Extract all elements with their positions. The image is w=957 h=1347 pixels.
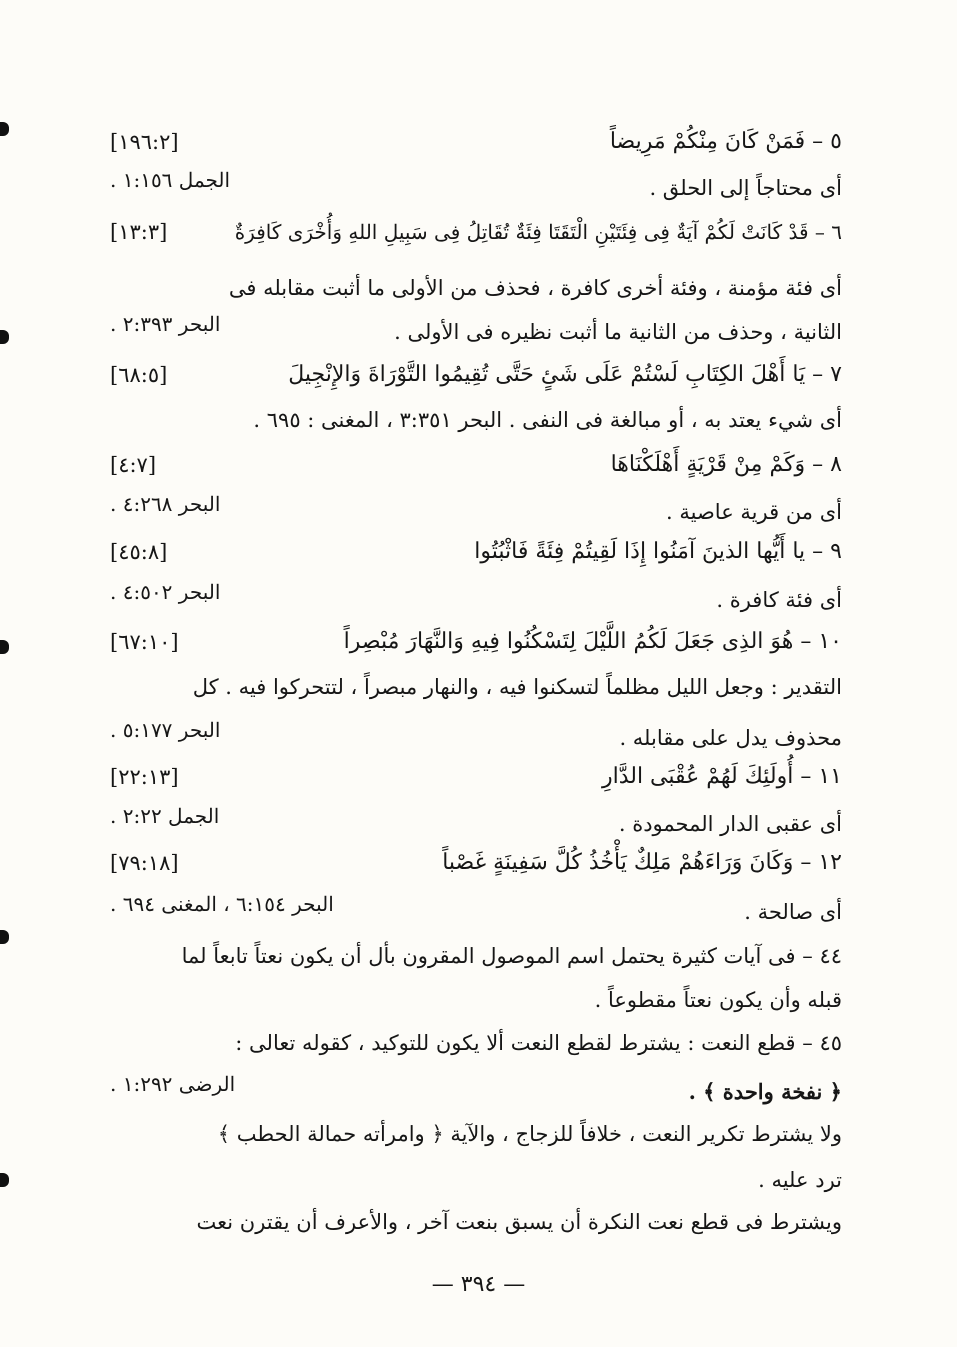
verse-text: ٩ – يا أَيُّها الذينَ آمَنُوا إِذَا لَقِيتُمْ فِئَةً فَاثْبُتُوا — [474, 539, 842, 564]
source-citation: البحر ٤:٢٦٨ . — [110, 492, 221, 516]
binding-mark — [0, 930, 9, 944]
verse-reference: [١٣:٣] — [110, 220, 168, 244]
verse-reference: [٧٩:١٨] — [110, 851, 179, 875]
commentary-text: الثانية ، وحذف من الثانية ما أثبت نظيره فى الأولى . — [394, 320, 842, 344]
commentary-text: أى فئة كافرة . — [716, 588, 842, 612]
source-citation: البحر ٤:٥٠٢ . — [110, 580, 221, 604]
verse-reference: [٤٥:٨] — [110, 540, 168, 564]
commentary-text: أى محتاجاً إلى الحلق . — [649, 176, 842, 200]
verse-line-5 — [110, 122, 842, 162]
verse-text: ٨ – وَكَمْ مِنْ قَرْيَةٍ أَهْلَكْنَاهَا — [610, 452, 842, 477]
paragraph-text: ترد عليه . — [758, 1168, 842, 1192]
paragraph-line — [110, 980, 842, 1020]
verse-text: ٥ – فَمَنْ كَانَ مِنْكُمْ مَرِيضاً — [609, 129, 842, 154]
commentary-text: أى عقبى الدار المحمودة . — [618, 812, 842, 836]
binding-mark — [0, 640, 9, 654]
commentary-text: محذوف يدل على مقابله . — [619, 726, 842, 750]
verse-reference: [٤:٧] — [110, 453, 157, 477]
source-citation: الرضى ١:٢٩٢ . — [110, 1072, 236, 1096]
verse-text: ٦ – قَدْ كَانَتْ لَكُمْ آيَةٌ فِى فِئَتَيْنِ الْتَقَتَا فِئَةٌ تُقَاتِلُ فِى سَبِيلِ اللهِ وَأُخْرَى كَافِرَةٌ — [234, 220, 842, 244]
paragraph-line — [110, 1202, 842, 1242]
commentary-text: أى من قرية عاصية . — [666, 500, 842, 524]
verse-line-8 — [110, 445, 842, 485]
page-number: — ٣٩٤ — — [431, 1272, 526, 1297]
paragraph-line — [110, 1072, 842, 1112]
source-citation: البحر ٥:١٧٧ . — [110, 718, 221, 742]
commentary-line — [110, 492, 842, 532]
verse-line-7 — [110, 355, 842, 395]
verse-line-6 — [110, 212, 842, 252]
commentary-line — [110, 268, 842, 308]
verse-line-11 — [110, 757, 842, 797]
paragraph-text: قبله وأن يكون نعتاً مقطوعاً . — [594, 988, 842, 1012]
commentary-line — [110, 804, 842, 844]
quoted-phrase: ﴿ نفخة واحدة ﴾ . — [688, 1079, 842, 1104]
paragraph-line — [110, 1160, 842, 1200]
commentary-text: أى صالحة . — [744, 900, 842, 924]
commentary-line — [110, 580, 842, 620]
source-citation: الجمل ١:١٥٦ . — [110, 168, 231, 192]
verse-text: ٧ – يَا أَهْلَ الكِتَابِ لَسْتُمْ عَلَى شَئٍ حَتَّى تُقِيمُوا التَّوْرَاةَ وَالإِنْجِيلَ — [288, 362, 842, 387]
commentary-line — [110, 892, 842, 932]
paragraph-text: ولا يشترط تكرير النعت ، خلافاً للزجاج ، والآية ﴿ وامرأته حمالة الحطب ﴾ — [217, 1122, 842, 1146]
verse-line-12 — [110, 843, 842, 883]
paragraph-text: ٤٤ – فى آيات كثيرة يحتمل اسم الموصول المقرون بأل أن يكون نعتاً تابعاً لما — [181, 944, 842, 968]
paragraph-line — [110, 1023, 842, 1063]
binding-mark — [0, 1173, 9, 1187]
verse-reference: [٦٨:٥] — [110, 363, 168, 387]
commentary-text: التقدير : وجعل الليل مظلماً لتسكنوا فيه ، والنهار مبصراً ، لتتحركوا فيه . كل — [192, 675, 842, 699]
verse-reference: [٦٧:١٠] — [110, 630, 179, 654]
verse-line-9 — [110, 532, 842, 572]
verse-text: ١٠ – هُوَ الذِى جَعَلَ لَكُمُ اللَّيْلَ لِتَسْكُنُوا فِيهِ وَالنَّهَارَ مُبْصِراً — [343, 629, 842, 654]
binding-mark — [0, 122, 9, 136]
source-citation: البحر ٦:١٥٤ ، المغنى ٦٩٤ . — [110, 892, 334, 916]
commentary-line — [110, 400, 842, 440]
verse-text: ١٢ – وَكَانَ وَرَاءَهُمْ مَلِكٌ يَأْخُذُ كُلَّ سَفِينَةٍ غَصْباً — [442, 850, 842, 875]
paragraph-line — [110, 936, 842, 976]
paragraph-text: ويشترط فى قطع نعت النكرة أن يسبق بنعت آخر ، والأعرف أن يقترن نعت — [196, 1210, 842, 1234]
commentary-line — [110, 718, 842, 758]
source-citation: الجمل ٢:٢٢ . — [110, 804, 220, 828]
commentary-line — [110, 312, 842, 352]
verse-reference: [٢٢:١٣] — [110, 765, 179, 789]
verse-text: ١١ – أُولَئِكَ لَهُمْ عُقْبَى الدَّارِ — [601, 764, 842, 789]
commentary-line — [110, 667, 842, 707]
commentary-text: أى شيء يعتد به ، أو مبالغة فى النفى . البحر ٣:٣٥١ ، المغنى : ٦٩٥ . — [253, 408, 842, 432]
binding-mark — [0, 330, 9, 344]
commentary-text: أى فئة مؤمنة ، وفئة أخرى كافرة ، فحذف من الأولى ما أثبت مقابله فى — [228, 276, 842, 300]
commentary-line — [110, 168, 842, 208]
verse-line-10 — [110, 622, 842, 662]
paragraph-line — [110, 1114, 842, 1154]
paragraph-text: ٤٥ – قطع النعت : يشترط لقطع النعت ألا يكون للتوكيد ، كقوله تعالى : — [235, 1031, 842, 1055]
source-citation: البحر ٢:٣٩٣ . — [110, 312, 221, 336]
verse-reference: [١٩٦:٢] — [110, 130, 179, 154]
